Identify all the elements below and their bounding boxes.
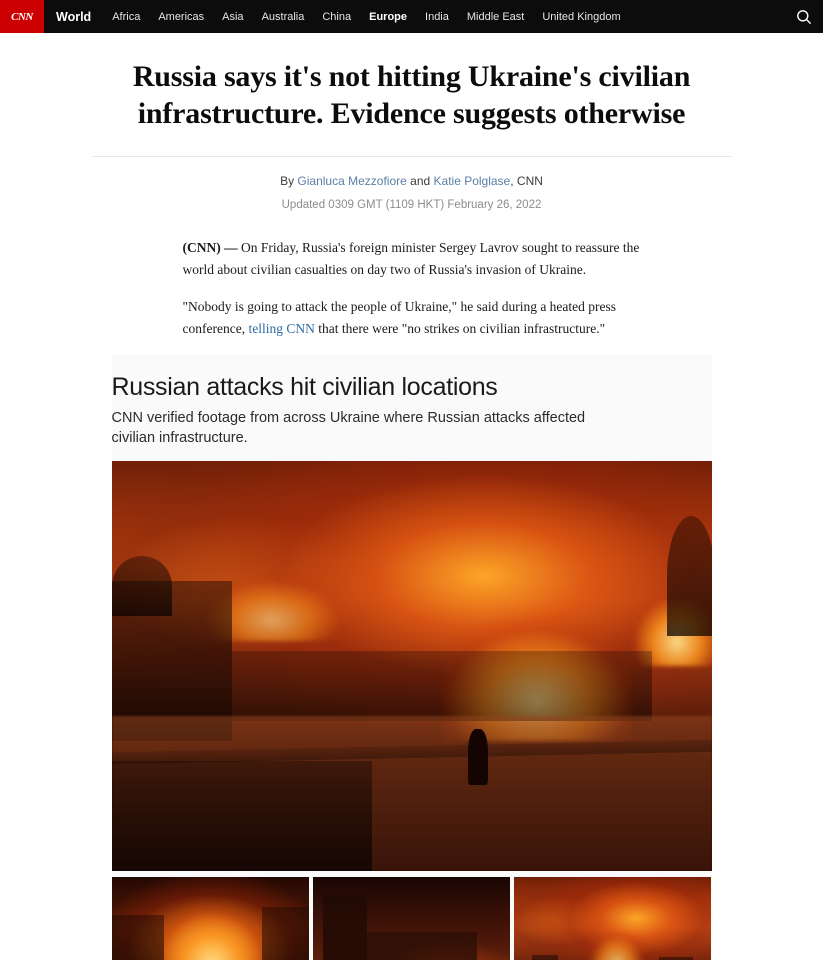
article-timestamp: Updated 0309 GMT (1109 HKT) February 26, 2022 bbox=[281, 199, 542, 212]
nav-section-world[interactable]: World bbox=[56, 9, 92, 24]
thumbnail-2-tower bbox=[323, 895, 367, 960]
thumbnail-1-right-building bbox=[262, 907, 309, 960]
byline-divider bbox=[92, 156, 732, 157]
thumbnail-1-flames bbox=[157, 899, 267, 960]
paragraph-2-text-before: "Nobody is going to attack the people of Ukraine," he said during a heated press conference, bbox=[182, 298, 617, 336]
paragraph-2-text-after: that there were "no strikes on civilian infrastructure." bbox=[314, 320, 606, 336]
nav-item-middle-east[interactable]: Middle East bbox=[466, 10, 525, 23]
nav-item-china[interactable]: China bbox=[322, 10, 352, 23]
thumbnail-3-explosion bbox=[589, 929, 644, 960]
byline-author-1[interactable]: Gianluca Mezzofiore bbox=[297, 174, 407, 189]
hero-photo-tree-left bbox=[112, 556, 172, 616]
burning-buildings-at-night-hero-photo[interactable] bbox=[112, 461, 712, 871]
article-body bbox=[183, 237, 641, 339]
graphic-subtitle: CNN verified footage from across Ukraine where Russian attacks affected civilian infrastructure. bbox=[111, 409, 586, 447]
thumbnail-2-buildings bbox=[367, 932, 477, 960]
cnn-dateline: (CNN) — bbox=[182, 240, 241, 256]
nav-item-europe[interactable]: Europe bbox=[369, 10, 408, 23]
byline bbox=[0, 174, 823, 188]
paragraph-1 bbox=[183, 237, 641, 281]
cnn-logo-text: CNN bbox=[11, 10, 33, 23]
page-title: Russia says it's not hitting Ukraine's civilian infrastructure. Evidence suggests otherwise bbox=[132, 60, 691, 130]
thumbnail-1-left-building bbox=[112, 915, 164, 960]
hero-photo-foreground-left bbox=[112, 761, 372, 871]
nav-item-africa[interactable]: Africa bbox=[112, 10, 141, 23]
distant-explosion-skyline-thumbnail[interactable] bbox=[514, 877, 711, 960]
thumbnail-row bbox=[112, 877, 712, 960]
paragraph-1-text: On Friday, Russia's foreign minister Sergey Lavrov sought to reassure the world about civilian casualties on day two of Russia's invasion of Ukraine. bbox=[182, 240, 640, 278]
graphic-inner bbox=[112, 373, 712, 960]
byline-suffix: , CNN bbox=[510, 174, 543, 189]
article bbox=[0, 59, 823, 960]
hero-photo-tree-right bbox=[667, 516, 712, 636]
cnn-logo[interactable] bbox=[0, 0, 44, 33]
nav-item-india[interactable]: India bbox=[425, 10, 449, 23]
top-navigation-bar bbox=[0, 0, 823, 33]
graphic-title: Russian attacks hit civilian locations bbox=[111, 372, 498, 401]
interactive-graphic bbox=[112, 355, 712, 960]
byline-prefix: By bbox=[280, 174, 298, 189]
nav-item-australia[interactable]: Australia bbox=[261, 10, 305, 23]
hero-photo-midground-buildings bbox=[232, 651, 652, 721]
byline-conjunction: and bbox=[406, 174, 434, 189]
search-icon[interactable] bbox=[795, 8, 813, 26]
inline-link-telling-cnn[interactable]: telling CNN bbox=[248, 320, 315, 336]
nav-item-americas[interactable]: Americas bbox=[158, 10, 205, 23]
nav-item-united-kingdom[interactable]: United Kingdom bbox=[542, 10, 621, 23]
nav-items bbox=[103, 11, 795, 23]
hero-photo-person-silhouette bbox=[468, 729, 488, 785]
byline-author-2[interactable]: Katie Polglase bbox=[433, 174, 511, 189]
burning-apartment-block-thumbnail[interactable] bbox=[112, 877, 309, 960]
night-city-fire-glow-thumbnail[interactable] bbox=[313, 877, 510, 960]
thumbnail-3-building-left bbox=[532, 955, 558, 960]
paragraph-2 bbox=[183, 296, 641, 340]
nav-item-asia[interactable]: Asia bbox=[222, 10, 244, 23]
